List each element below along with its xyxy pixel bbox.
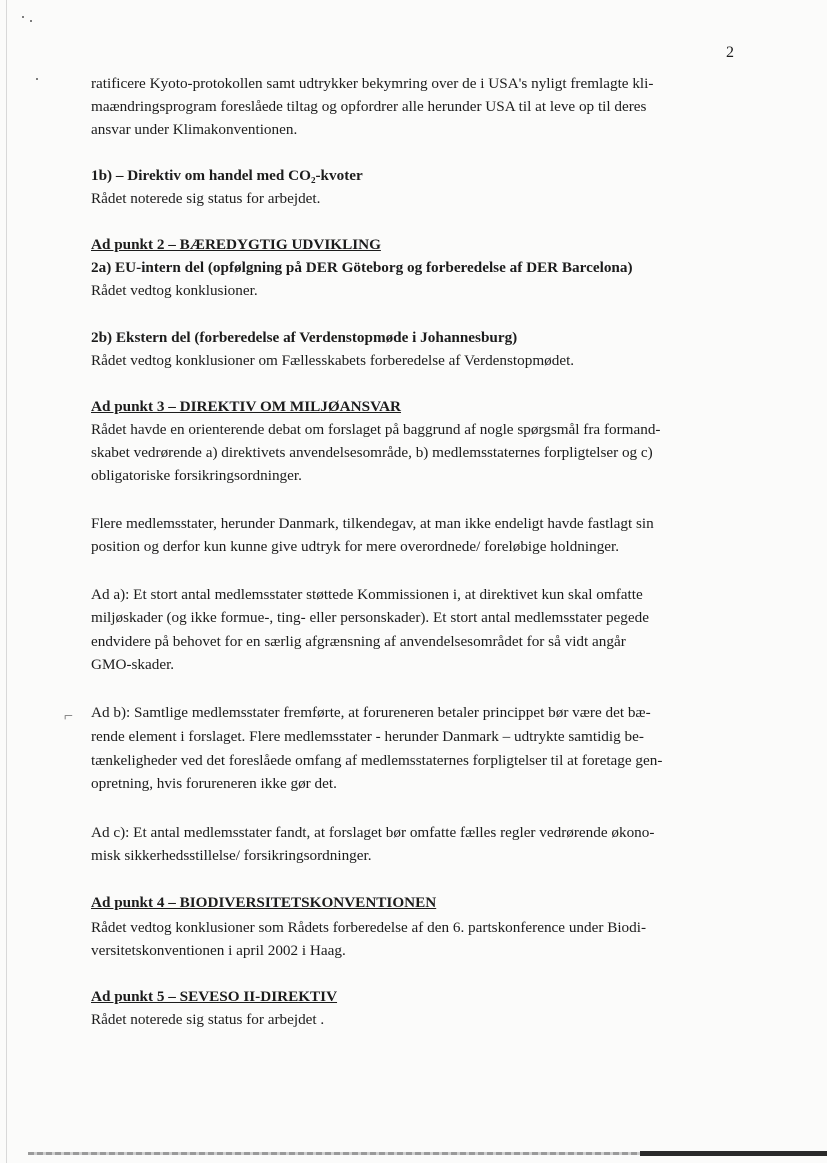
text-line: rende element i forslaget. Flere medlemsstater - herunder Danmark – udtrykte samtidig be- bbox=[91, 728, 644, 745]
text-line: tænkeligheder ved det foreslåede omfang af medlemsstaternes forpligtelser til at foretage gen- bbox=[91, 752, 663, 769]
text-line: versitetskonventionen i april 2002 i Haag. bbox=[91, 942, 346, 959]
subheading: 2b) Ekstern del (forberedelse af Verdenstopmøde i Johannesburg) bbox=[91, 329, 518, 346]
page-number: 2 bbox=[726, 44, 734, 61]
text-line: maændringsprogram foreslåede tiltag og opfordrer alle herunder USA til at leve op til deres bbox=[91, 98, 647, 115]
text-line: endvidere på behovet for en særlig afgrænsning af anvendelsesområdet for så vidt angår bbox=[91, 633, 626, 650]
scan-edge bbox=[6, 0, 7, 1163]
section-heading: Ad punkt 5 – SEVESO II-DIREKTIV bbox=[91, 988, 338, 1005]
text-line: GMO-skader. bbox=[91, 656, 175, 673]
text-line: Rådet noterede sig status for arbejdet. bbox=[91, 190, 321, 207]
section-heading: Ad punkt 3 – DIREKTIV OM MILJØANSVAR bbox=[91, 398, 402, 415]
text-line: Flere medlemsstater, herunder Danmark, tilkendegav, at man ikke endeligt havde fastlagt sin bbox=[91, 515, 654, 532]
margin-mark: ⌐ bbox=[64, 708, 74, 725]
text-line: Ad b): Samtlige medlemsstater fremførte, at forureneren betaler princippet bør være det bæ- bbox=[91, 704, 651, 721]
text-line: Ad c): Et antal medlemsstater fandt, at forslaget bør omfatte fælles regler vedrørende økono- bbox=[91, 824, 655, 841]
text-line: ratificere Kyoto-protokollen samt udtrykker bekymring over de i USA's nyligt fremlagte kli- bbox=[91, 75, 654, 92]
text-line: opretning, hvis forureneren ikke gør det. bbox=[91, 775, 337, 792]
section-heading: Ad punkt 4 – BIODIVERSITETSKONVENTIONEN bbox=[91, 894, 437, 911]
text-line: Rådet vedtog konklusioner som Rådets forberedelse af den 6. partskonference under Biodi- bbox=[91, 919, 647, 936]
text-line: obligatoriske forsikringsordninger. bbox=[91, 467, 302, 484]
text-line: ansvar under Klimakonventionen. bbox=[91, 121, 298, 138]
section-heading: Ad punkt 2 – BÆREDYGTIG UDVIKLING bbox=[91, 236, 381, 253]
subheading: 1b) – Direktiv om handel med CO₂-kvoter bbox=[91, 167, 363, 184]
text-line: Rådet vedtog konklusioner om Fællesskabets forberedelse af Verdenstopmødet. bbox=[91, 352, 575, 369]
text-line: Rådet vedtog konklusioner. bbox=[91, 282, 258, 299]
scan-speck bbox=[36, 78, 38, 80]
text-line: Ad a): Et stort antal medlemsstater støttede Kommissionen i, at direktivet kun skal omfatte bbox=[91, 586, 643, 603]
scan-speck bbox=[30, 20, 32, 22]
text-line: skabet vedrørende a) direktivets anvendelsesområde, b) medlemsstaternes forpligtelser og c) bbox=[91, 444, 653, 461]
text-line: position og derfor kun kunne give udtryk for mere overordnede/ foreløbige holdninger. bbox=[91, 538, 620, 555]
text-line: miljøskader (og ikke formue-, ting- eller personskader). Et stort antal medlemsstater pegede bbox=[91, 609, 649, 626]
text-line: Rådet noterede sig status for arbejdet . bbox=[91, 1011, 325, 1028]
scan-bottom-edge bbox=[640, 1151, 827, 1156]
text-line: misk sikkerhedsstillelse/ forsikringsordninger. bbox=[91, 847, 372, 864]
text-line: Rådet havde en orienterende debat om forslaget på baggrund af nogle spørgsmål fra formand- bbox=[91, 421, 661, 438]
subheading: 2a) EU-intern del (opfølgning på DER Göteborg og forberedelse af DER Barcelona) bbox=[91, 259, 633, 276]
scan-speck bbox=[22, 16, 24, 18]
